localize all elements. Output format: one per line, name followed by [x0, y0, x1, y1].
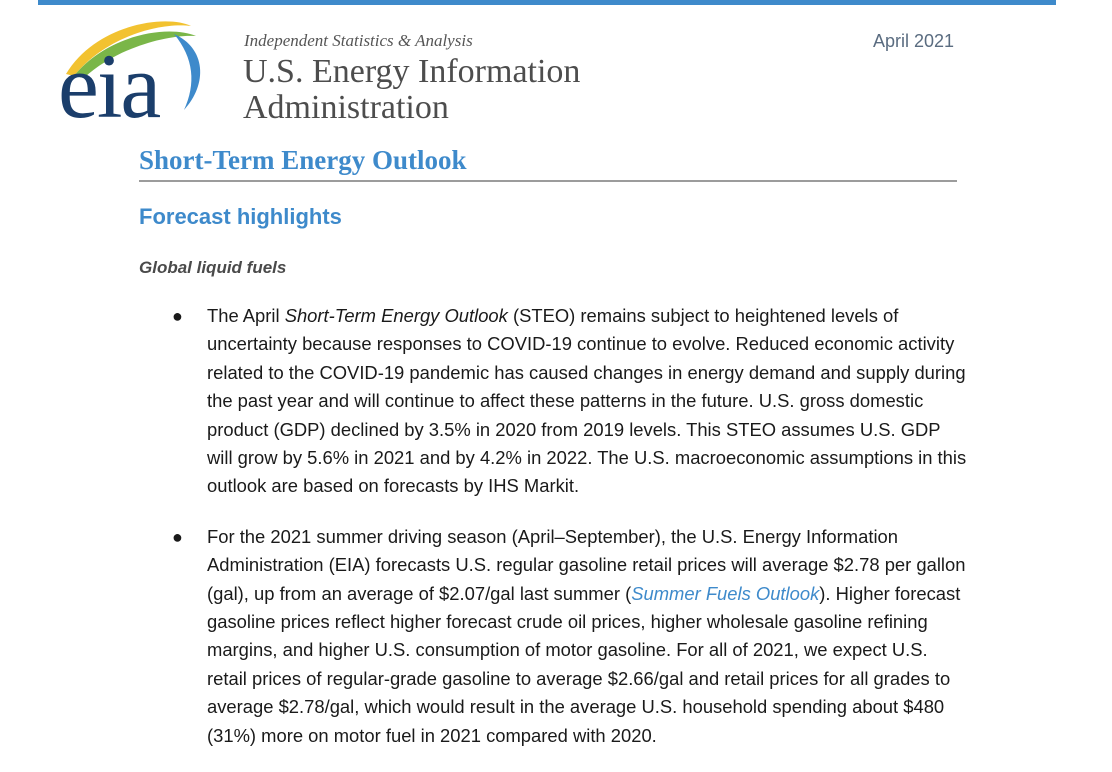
publication-date: April 2021: [872, 31, 954, 51]
document-title: Short-Term Energy Outlook: [139, 145, 467, 175]
subsection-heading: Global liquid fuels: [139, 258, 287, 277]
bullet-text: ). Higher forecast gasoline prices reflect higher forecast crude oil prices, higher wholesale gasoline refining margins, and higher U.S. consumption of motor gasoline. For all of 2021, we expect U.S. retail prices of regular-grade gasoline to average $2.66/gal and retail prices for all grades to average $2.78/gal, which would result in the average U.S. household spending about $480 (31%) more on motor fuel in 2021 compared with 2020.: [207, 582, 961, 746]
summer-fuels-outlook-link[interactable]: Summer Fuels Outlook: [631, 582, 820, 604]
section-heading: Forecast highlights: [139, 204, 342, 229]
bullet-text: (STEO) remains subject to heightened levels of uncertainty because responses to COVID-19 continue to evolve. Reduced economic activity related to the COVID-19 pandemic has caused changes in energy demand and supply during the past year and will continue to affect these patterns in the future. U.S. gross domestic product (GDP) declined by 3.5% in 2020 from 2019 levels. This STEO assumes U.S. GDP will grow by 5.6% in 2021 and by 4.2% in 2022. The U.S. macroeconomic assumptions in this outlook are based on forecasts by IHS Markit.: [207, 305, 967, 497]
list-item: [172, 302, 967, 501]
top-accent-rule: [38, 0, 1056, 5]
list-item: [172, 523, 967, 750]
agency-name-line-1: U.S. Energy Information: [243, 53, 581, 90]
bullet-text: For the 2021 summer driving season (April–September), the U.S. Energy Information Administration (EIA) forecasts U.S. regular gasoline retail prices will average $2.78 per gallon (gal), up from an average of $2.07/gal last summer (: [207, 525, 966, 604]
logo-wordmark: eia: [58, 35, 160, 137]
bullet-italic-title: Short-Term Energy Outlook: [284, 305, 508, 326]
bullet-icon: ●: [172, 306, 183, 326]
highlights-list: [0, 302, 1112, 772]
agency-name: [243, 54, 580, 126]
bullet-icon: ●: [172, 526, 183, 547]
agency-name-line-2: Administration: [243, 89, 449, 126]
title-divider: [139, 180, 957, 182]
bullet-text: The April: [207, 305, 285, 326]
tagline: Independent Statistics & Analysis: [244, 31, 473, 50]
